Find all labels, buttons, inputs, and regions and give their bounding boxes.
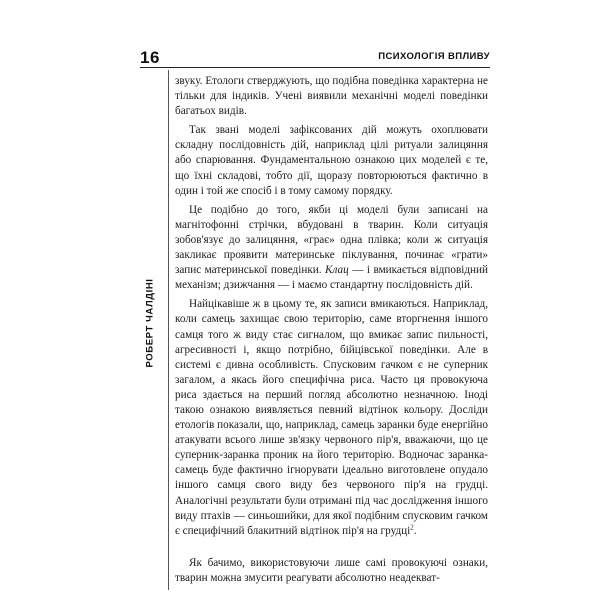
paragraph-3-part-a: Це подібно до того, якби ці моделі були записані на магнітофонні стрічки, вбудовані в тварин. Коли ситуація зобов'язує до залицяння, «грає» одна плівка; коли ж ситуація закликає проявити материнське піклування, починає «грати» запис материнської поведінки. (175, 203, 488, 277)
running-head: ПСИХОЛОГІЯ ВПЛИВУ (378, 51, 490, 62)
paragraph-4-text: Найцікавіше ж в цьому те, як записи вмикаються. Наприклад, коли самець захищає свою територію, саме вторгнення іншого самця того ж виду стає сигналом, що вмикає запис пильності, агресивності і, якщо потрібно, бійцівської поведінки. Але в системі є дивна особливість. Спусковим гачком є не суперник загалом, а якась його специфічна риса. Часто ця провокуюча риса здається на перший погляд абсолютно незначною. Іноді такою ознакою виявляється певний відтінок кольору. Досліди етологів показали, що, наприклад, самець заранки буде енергійно атакувати всього лише зв'язку червоного пір'я, вважаючи, що це суперник-заранка проник на його територію. Водночас заранка-самець буде фактично ігнорувати ідеально виготовлене опудало іншого самця свого виду без червоного пір'я на грудці. Аналогічні результати були отримані під час дослідження іншого виду птахів — синьошийки, для якої подібним спусковим гачком є специфічний блакитний відтінок пір'я на грудці (175, 298, 488, 537)
paragraph-4 (175, 297, 488, 539)
paragraph-4-end: . (413, 524, 417, 537)
margin-rule (168, 70, 169, 590)
paragraph-2: Так звані моделі зафіксованих дій можуть охоплювати складну послідовність дій, наприклад цілі ритуали залицяння або спарювання. Фундаментальною ознакою цих моделей є те, що їхні складові, тобто дії, щоразу повторюються фактично в один і той же спосіб і в тому самому порядку. (175, 124, 488, 197)
page-number: 16 (140, 48, 160, 67)
paragraph-3-part-b: — і вмикається відповідний механізм; дзижчання — і маємо стандартну послідовність дій. (175, 264, 488, 292)
author-name: РОБЕРТ ЧАЛДІНІ (144, 278, 156, 368)
paragraph-3 (175, 203, 488, 294)
body-text (175, 74, 488, 590)
paragraph-1: звуку. Етологи стверджують, що подібна поведінка характерна не тільки для індиків. Учені виявили механічні моделі поведінки багатьох видів. (175, 75, 488, 118)
footnote-ref: 2 (410, 522, 414, 531)
paragraph-3-emphasis: Клац (325, 264, 349, 277)
paragraph-5: Як бачимо, використовуючи лише самі провокуючі ознаки, тварин можна змусити реагувати абсолютно неадекват- (175, 556, 488, 584)
header-rule (140, 67, 490, 68)
